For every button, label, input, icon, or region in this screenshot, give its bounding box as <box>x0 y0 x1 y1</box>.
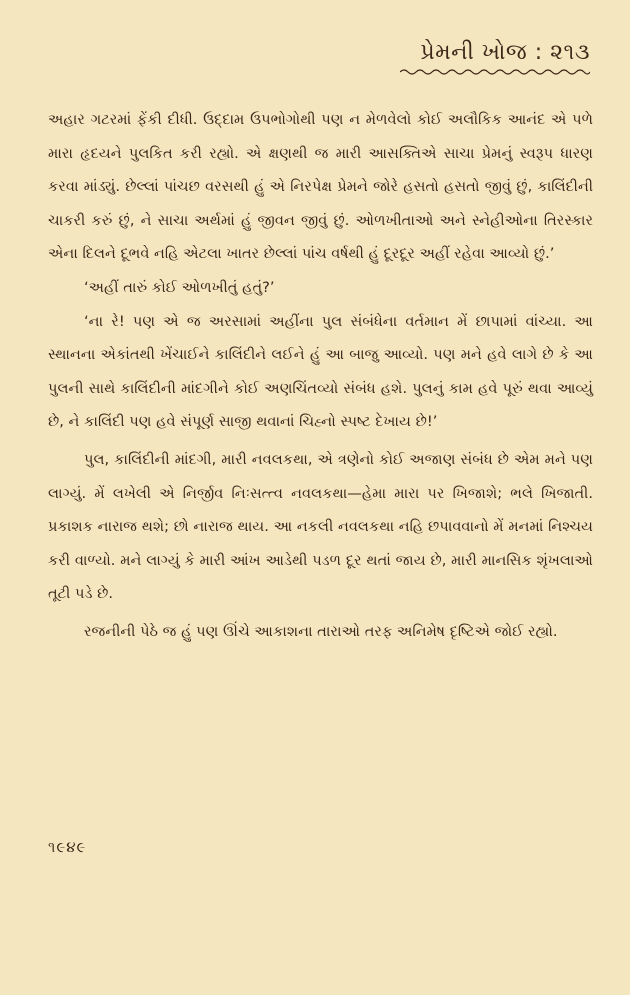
paragraph-5: રજનીની પેઠે જ હું પણ ઊંચે આકાશના તારાઓ તરફ અનિમેષ દૃષ્ટિએ જોઈ રહ્યો. <box>84 622 558 640</box>
paragraph-1: અહાર ગટરમાં ફેંકી દીધી. ઉદ્દામ ઉપભોગોથી પણ ન મેળવેલો કોઈ અલૌકિક આનંદ એ પળે મારા હૃદયને પુલકિત કરી રહ્યો. એ ક્ષણથી જ મારી આસક્તિએ સાચા પ્રેમનું સ્વરૂપ ધારણ કરવા માંડ્યું. છેલ્લાં પાંચછ વરસથી હું એ નિરપેક્ષ પ્રેમને જોરે હસતો હસતો જીવું છું, કાલિંદીની ચાકરી કરું છું, ને સાચા અર્થમાં હું જીવન જીવું છું. ઓળખીતાઓ અને સ્નેહીઓના તિરસ્કાર એના દિલને દૂભવે નહિ એટલા ખાતર છેલ્લાં પાંચ વર્ષથી હું દૂરદૂર અહીં રહેવા આવ્યો છું.’ <box>48 111 593 263</box>
paragraph-3: ‘ના રે! પણ એ જ અરસામાં અહીંના પુલ સંબંધેના વર્તમાન મેં છાપામાં વાંચ્યા. આ સ્થાનના એકાંતથી ખેંચાઈને કાલિંદીને લઈને હું આ બાજુ આવ્યો. પણ મને હવે લાગે છે કે આ પુલની સાથે કાલિંદીની માંદગીને કોઈ અણચિંતવ્યો સંબંધ હશે. પુલનું કામ હવે પૂરું થવા આવ્યું છે, ને કાલિંદી પણ હવે સંપૂર્ણ સાજી થવાનાં ચિહ્નો સ્પષ્ટ દેખાય છે!’ <box>48 312 593 431</box>
paragraph-4: પુલ, કાલિંદીની માંદગી, મારી નવલકથા, એ ત્રણેનો કોઈ અજાણ સંબંધ છે એમ મને પણ લાગ્યું. મેં લખેલી એ નિર્જીવ નિઃસત્ત્વ નવલકથા—હેમા મારા પર ખિજાશે; ભલે ખિજાતી. પ્રકાશક નારાજ થશે; છો નારાજ થાય. આ નકલી નવલકથા નહિ છપાવવાનો મેં મનમાં નિશ્ચય કરી વાળ્યો. મને લાગ્યું કે મારી આંખ આડેથી પડળ દૂર થતાં જાય છે, મારી માનસિક શૃંખલાઓ તૂટી પડે છે. <box>48 450 593 603</box>
paragraph-2: ‘અહીં તારું કોઈ ઓળખીતું હતું?’ <box>84 278 275 296</box>
header-underline-ornament <box>400 67 590 77</box>
running-header <box>400 40 590 77</box>
page-body <box>48 103 593 649</box>
running-title: પ્રેમની ખોજ : ૨૧૩ <box>420 40 590 65</box>
footer-page-number: ૧૯૪૯ <box>48 838 87 856</box>
